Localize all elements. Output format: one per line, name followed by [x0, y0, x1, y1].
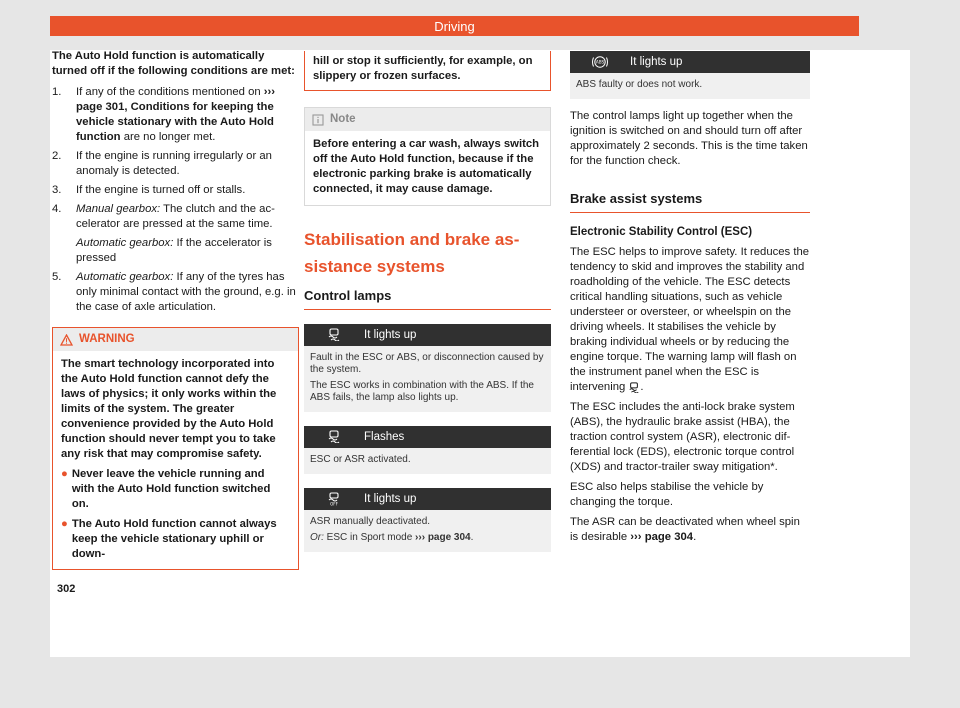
warning-text: The smart technology incorporated into the Auto Hold function cannot defy the laws of physics; it only works within the limits of the system. The greater convenience provided by the Auto Hold function should never tempt you to take any risk that may compromise safety.	[61, 358, 277, 460]
control-lamp	[304, 324, 551, 412]
condition-list	[52, 85, 299, 315]
lamp-text: ESC in Sport mode	[323, 532, 416, 543]
note-header	[305, 108, 550, 131]
esc-skid-icon	[628, 382, 640, 393]
item-text: are no longer met.	[120, 131, 216, 143]
lamp-text: The ESC works in combination with the ABS. If the ABS fails, the lamp also lights up.	[310, 380, 534, 403]
warning-triangle-icon	[60, 334, 73, 346]
warning-title: WARNING	[79, 333, 135, 345]
info-icon	[312, 114, 324, 126]
column-middle	[304, 51, 551, 552]
gearbox-label: Automatic gearbox:	[76, 237, 174, 249]
list-item	[52, 149, 299, 179]
item-number: 1.	[52, 86, 62, 98]
lamp-text: ABS faulty or does not work.	[576, 79, 703, 90]
intro-text: The Auto Hold function is automatically turned off if the following conditions are met:	[52, 50, 295, 77]
list-item	[52, 85, 299, 145]
subsection-title: Control lamps	[304, 288, 551, 310]
note-box	[304, 107, 551, 206]
svg-text:ABS: ABS	[595, 59, 605, 65]
lamp-text: Fault in the ESC or ABS, or disconnection caused by the system.	[310, 352, 544, 375]
abs-icon	[591, 55, 609, 69]
item-number: 3.	[52, 184, 62, 196]
item-text: If the accelerator is pressed	[76, 237, 272, 264]
list-item	[52, 202, 299, 266]
body-paragraph: ESC also helps stabilise the vehicle by changing the torque.	[570, 481, 764, 508]
lamp-label: It lights up	[630, 55, 683, 68]
list-item	[52, 270, 299, 315]
gearbox-label: Manual gearbox:	[76, 203, 161, 215]
body-paragraph: The ESC helps to improve safety. It reduces the tendency to skid and improves the stability and roadholding of the vehicle. The ESC detects critical handling situations, such as vehicle understeer or oversteer, or wheelspin on the driving wheels. It stabilises the vehicle by braking individual wheels or by reducing the engine torque. The warning lamp will flash on the instrument panel when the ESC is intervening .	[570, 246, 810, 393]
column-left	[52, 49, 299, 570]
section-title: Stabilisation and brake assistance systems	[304, 230, 520, 276]
esc-skid-icon	[327, 430, 341, 443]
bullet-text: Never leave the vehicle running and with the Auto Hold function switched on.	[71, 468, 271, 510]
body-paragraph: The control lamps light up together when the ignition is switched on and should turn off after approximately 2 seconds. This is the time taken for the function check.	[570, 110, 808, 167]
list-item	[61, 517, 290, 562]
lamp-label: Flashes	[364, 430, 405, 443]
body-paragraph: The ASR can be deactivated when wheel spin is desirable ››› page 304.	[570, 516, 800, 543]
page-link[interactable]: ››› page 304	[415, 532, 471, 543]
page-number: 302	[57, 583, 76, 595]
note-text: Before entering a car wash, always switch off the Auto Hold function, because if the electronic parking brake is automatically connected, it may cause damage.	[313, 138, 540, 195]
body-paragraph: The ESC includes the anti-lock brake system (ABS), the hydraulic brake assist (HBA), the traction control system (ASR), electronic differential lock (EDS), electronic torque control (XDS) and tractor-trailer sway mitigation*.	[570, 401, 795, 473]
bullet-icon: ●	[61, 518, 68, 530]
section-heading: Brake assist systems	[570, 191, 810, 213]
warning-header	[53, 328, 298, 351]
control-lamp: OFF It lights up ASR manually deactivated. Or: ESC in Sport mode ››› page 304.	[304, 488, 551, 552]
chapter-header	[50, 16, 859, 36]
esc-skid-icon	[327, 328, 341, 341]
lamp-text: ASR manually deactivated.	[310, 516, 431, 527]
gearbox-label: Automatic gearbox:	[76, 271, 174, 283]
warning-continuation: hill or stop it sufficiently, for example, on slippery or frozen surfaces.	[304, 51, 551, 91]
list-item	[52, 183, 299, 198]
page-link[interactable]: ››› page 304	[630, 531, 694, 543]
control-lamp	[304, 426, 551, 474]
item-text: The clutch and the accelerator are pressed at the same time.	[76, 203, 275, 230]
item-text: If any of the conditions mentioned on	[76, 86, 264, 98]
note-title: Note	[330, 113, 356, 125]
column-right	[570, 51, 810, 545]
subheading: Electronic Stability Control (ESC)	[570, 226, 753, 238]
svg-text:OFF: OFF	[330, 501, 338, 506]
esc-off-icon	[327, 492, 341, 506]
lamp-text: ESC or ASR activated.	[310, 454, 411, 465]
chapter-title: Driving	[434, 18, 475, 34]
item-text: If the engine is running irregularly or an anomaly is detected.	[76, 150, 272, 177]
bullet-icon: ●	[61, 468, 68, 480]
page-link[interactable]: ››› page 301, Conditions for keeping the vehicle stationary with the Auto Hold function	[76, 86, 276, 143]
item-number: 4.	[52, 203, 62, 215]
item-number: 5.	[52, 271, 62, 283]
warning-box	[52, 327, 299, 570]
or-label: Or:	[310, 532, 324, 543]
list-item	[61, 467, 290, 512]
bullet-text: The Auto Hold function cannot always keep the vehicle stationary uphill or down-	[71, 518, 277, 560]
item-text: If the engine is turned off or stalls.	[76, 184, 246, 196]
lamp-label: It lights up	[364, 328, 417, 341]
lamp-label: It lights up	[364, 492, 417, 505]
control-lamp	[570, 51, 810, 99]
item-text: If any of the tyres has only minimal contact with the ground, e.g. in the case of axle articulation.	[76, 271, 296, 313]
item-number: 2.	[52, 150, 62, 162]
